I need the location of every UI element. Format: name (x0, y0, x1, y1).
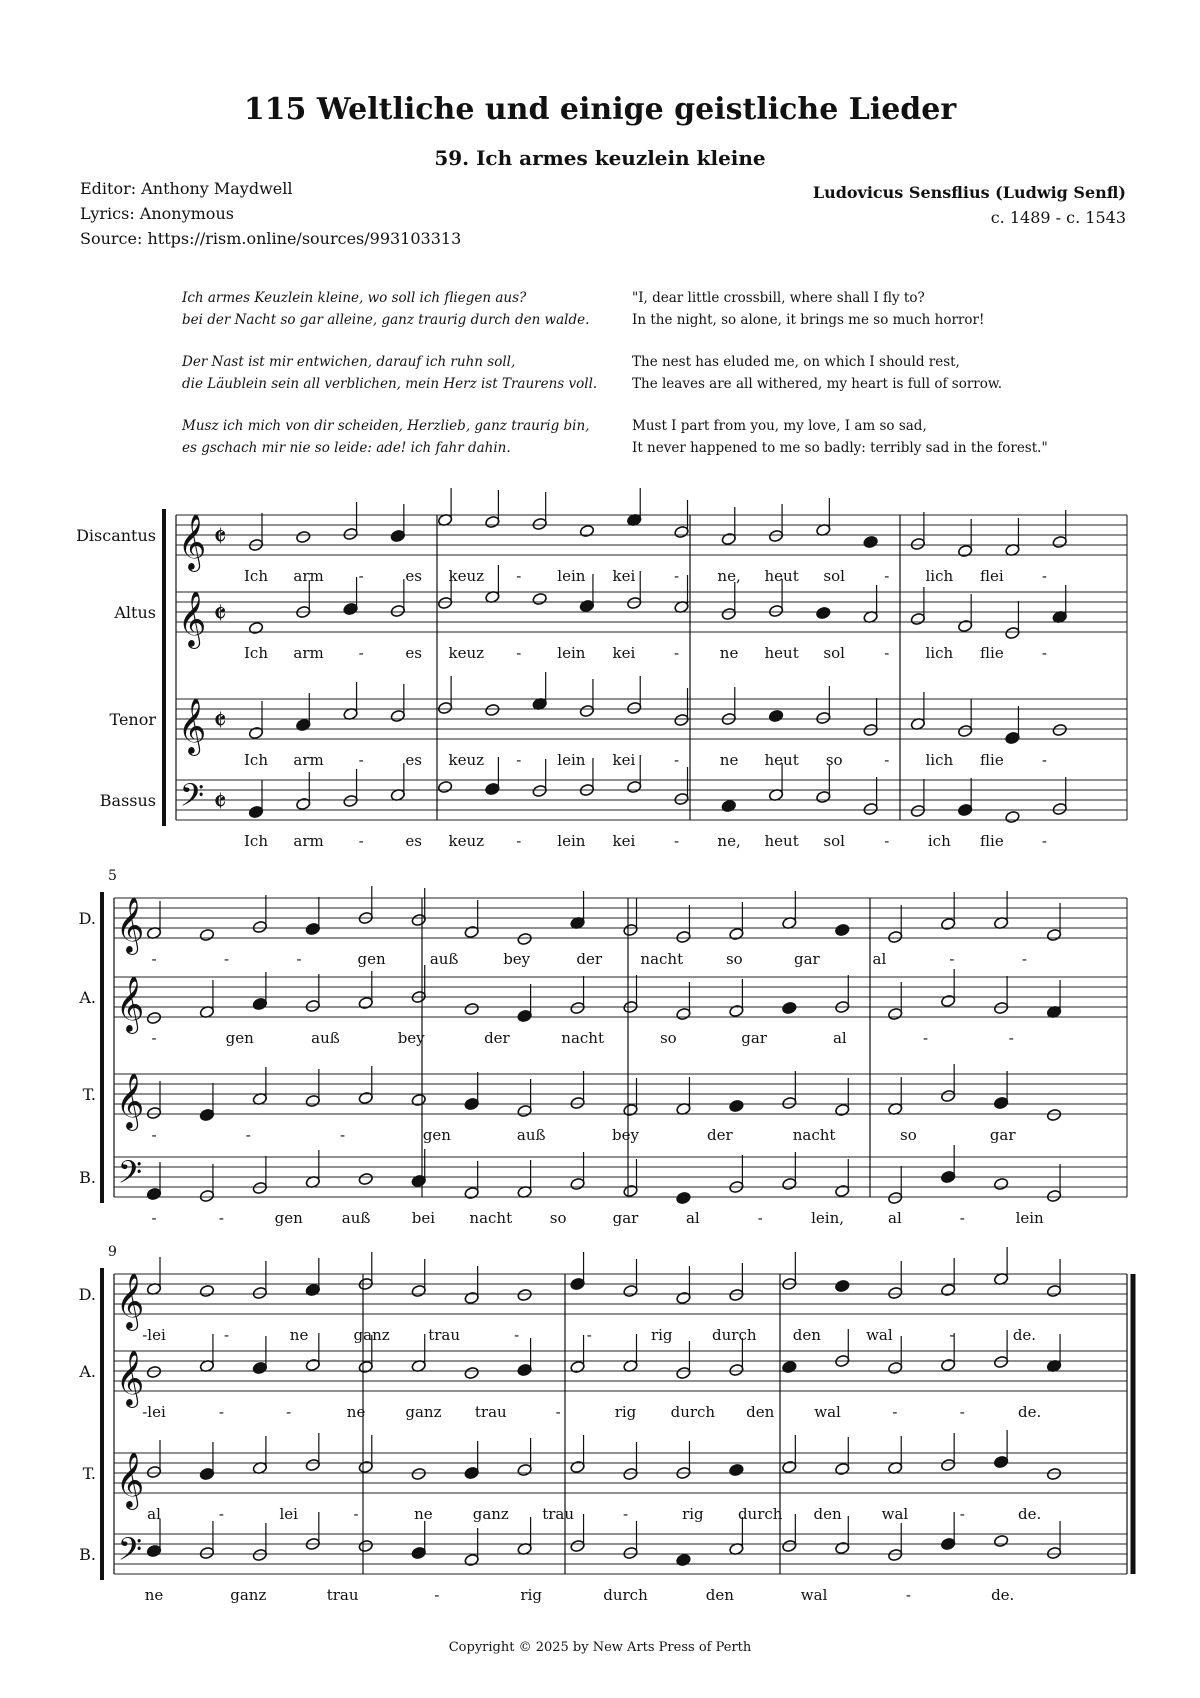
treble-clef-icon: 𝄞 (115, 976, 145, 1032)
lyric-syllable: ne, (717, 567, 741, 585)
lyric-syllable: kei (612, 832, 636, 850)
note-head (676, 1191, 691, 1204)
part-label: Altus (114, 603, 156, 622)
lyric-syllable: wal (800, 1586, 828, 1604)
part-label: D. (78, 1285, 96, 1304)
verse-line: es gschach mir nie so leide: ade! ich fahr dahin. (182, 439, 511, 456)
lyric-syllable: - (959, 1403, 965, 1421)
lyric-syllable: - (892, 1403, 898, 1421)
part-label: B. (79, 1168, 96, 1187)
part-label: Discantus (76, 526, 156, 545)
lyric-syllable: ne (414, 1505, 433, 1523)
note-head (835, 923, 850, 936)
lyric-syllable: - (673, 644, 680, 662)
lyric-syllable: arm (293, 751, 324, 769)
lyric-syllable: - (1021, 950, 1028, 968)
lyric-syllable: - (949, 950, 955, 968)
lyric-syllable: keuz (448, 644, 485, 662)
lyric-syllable: arm (293, 832, 324, 850)
lyric-syllable: - (673, 751, 680, 769)
lyric-syllable: Ich (244, 644, 268, 662)
lyric-syllable: lein (557, 567, 586, 585)
lyric-syllable: ne (346, 1403, 366, 1421)
lyric-syllable: sol (823, 832, 845, 850)
note-head (721, 799, 736, 812)
lyric-syllable: - (1041, 832, 1047, 850)
cut-time-icon: 𝄵 (213, 704, 227, 739)
note-head (863, 535, 878, 548)
note-head (579, 524, 594, 537)
lyric-syllable: so (825, 751, 843, 769)
verse-line: bei der Nacht so gar alleine, ganz traurig durch den walde. (182, 311, 590, 328)
lyric-syllable: gen (357, 950, 386, 968)
lyric-syllable: ganz (353, 1326, 390, 1344)
lyric-syllable: auß (516, 1126, 546, 1144)
part-label: Bassus (99, 791, 156, 810)
lyric-syllable: - (959, 1209, 965, 1227)
lyric-syllable: lein, (811, 1209, 845, 1227)
note-head (199, 1284, 214, 1297)
lyric-syllable: kei (612, 644, 636, 662)
note-head (816, 606, 831, 619)
lyric-syllable: arm (293, 644, 324, 662)
lyric-syllable: ne, (717, 832, 741, 850)
note-head (532, 592, 547, 605)
lyric-syllable: - (884, 644, 890, 662)
lyric-syllable: al (872, 950, 887, 968)
lyric-syllable: nacht (792, 1126, 836, 1144)
lyric-syllable: ganz (472, 1505, 509, 1523)
lyric-syllable: arm (293, 567, 324, 585)
note-head (411, 1093, 426, 1106)
source-link[interactable]: Source: https://rism.online/sources/993103313 (80, 229, 462, 248)
lyric-syllable: - (245, 1126, 251, 1144)
lyric-syllable: - (358, 751, 364, 769)
lyric-syllable: - (673, 832, 680, 850)
treble-clef-icon: 𝄞 (177, 591, 207, 647)
treble-clef-icon: 𝄞 (115, 897, 145, 953)
lyric-syllable: - (555, 1403, 561, 1421)
note-head (358, 1172, 373, 1185)
lyric-syllable: so (549, 1209, 567, 1227)
lyric-syllable: - (884, 751, 890, 769)
lyric-syllable: sol (823, 567, 845, 585)
bass-clef-icon: 𝄢 (117, 1531, 143, 1575)
lyric-syllable: durch (737, 1505, 783, 1523)
lyric-syllable: ganz (405, 1403, 442, 1421)
lyric-syllable: de. (991, 1586, 1015, 1604)
lyric-syllable: den (746, 1403, 775, 1421)
lyric-syllable: - (949, 1326, 955, 1344)
part-label: D. (78, 909, 96, 928)
note-head (782, 1360, 797, 1373)
verse-line: Ich armes Keuzlein kleine, wo soll ich fliegen aus? (182, 290, 527, 306)
song-title: 59. Ich armes keuzlein kleine (434, 146, 766, 170)
note-head (676, 1553, 691, 1566)
lyric-syllable: auß (341, 1209, 371, 1227)
lyric-syllable: durch (603, 1586, 648, 1604)
lyric-syllable: - (923, 1029, 929, 1047)
note-head (993, 1177, 1008, 1190)
lyric-syllable: kei (612, 567, 636, 585)
lyric-syllable: - (218, 1505, 224, 1523)
lyric-syllable: flie (980, 644, 1004, 662)
treble-clef-icon: 𝄞 (115, 1273, 145, 1329)
lyric-syllable: so (900, 1126, 917, 1144)
lyric-syllable: rig (650, 1326, 673, 1344)
lyric-syllable: bey (397, 1029, 425, 1047)
note-head (517, 932, 532, 945)
lyric-syllable: ich (927, 832, 951, 850)
bass-clef-icon: 𝄢 (179, 777, 205, 821)
verse-line: The nest has eluded me, on which I should rest, (632, 354, 960, 370)
lyric-syllable: - (223, 1326, 230, 1344)
lyric-syllable: so (725, 950, 743, 968)
lyric-syllable: - (622, 1505, 629, 1523)
lyric-syllable: gar (741, 1029, 767, 1047)
verse-line: Must I part from you, my love, I am so sad, (632, 418, 927, 434)
lyric-syllable: al (147, 1505, 161, 1523)
lyric-syllable: der (484, 1029, 510, 1047)
lyric-syllable: rig (682, 1505, 704, 1523)
lyric-syllable: trau (474, 1403, 507, 1421)
treble-clef-icon: 𝄞 (115, 1350, 145, 1406)
lyric-syllable: - (1041, 644, 1047, 662)
lyric-syllable: ne (289, 1326, 309, 1344)
part-label: Tenor (109, 710, 156, 729)
lyric-syllable: - (223, 950, 230, 968)
note-head (1046, 1108, 1061, 1121)
lyric-syllable: - (959, 1505, 965, 1523)
lyric-syllable: - (514, 1326, 520, 1344)
note-head (464, 1366, 479, 1379)
note-head (485, 703, 500, 716)
measure-number: 9 (108, 1244, 117, 1260)
note-head (993, 1534, 1008, 1547)
note-head (835, 1279, 850, 1292)
lyric-syllable: de. (1018, 1403, 1042, 1421)
verse-line: The leaves are all withered, my heart is full of sorrow. (632, 375, 1003, 392)
note-head (1052, 723, 1067, 736)
lyric-syllable: - (434, 1586, 440, 1604)
note-head (464, 1002, 479, 1015)
composer-dates: c. 1489 - c. 1543 (990, 208, 1126, 227)
lyric-syllable: keuz (448, 567, 485, 585)
note-head (729, 1099, 744, 1112)
lyric-syllable: gen (422, 1126, 451, 1144)
cut-time-icon: 𝄵 (213, 597, 227, 632)
part-label: A. (79, 1362, 96, 1381)
lyric-syllable: gar (989, 1126, 1016, 1144)
lyric-syllable: lich (925, 644, 954, 662)
lyrics-credit: Lyrics: Anonymous (80, 204, 234, 223)
lyric-syllable: bey (503, 950, 531, 968)
treble-clef-icon: 𝄞 (177, 514, 207, 570)
lyric-syllable: - (151, 1209, 157, 1227)
cut-time-icon: 𝄵 (213, 785, 227, 820)
lyric-syllable: Ich (244, 751, 268, 769)
lyric-syllable: al (832, 1029, 847, 1047)
lyric-syllable: sol (823, 644, 845, 662)
lyric-syllable: -lei (142, 1403, 166, 1421)
lyric-syllable: - (358, 832, 364, 850)
lyric-syllable: rig (614, 1403, 637, 1421)
treble-clef-icon: 𝄞 (177, 698, 207, 754)
lyric-syllable: bei (411, 1209, 436, 1227)
lyric-syllable: rig (520, 1586, 542, 1604)
lyric-syllable: - (884, 832, 890, 850)
lyric-syllable: -lei (142, 1326, 166, 1344)
lyric-syllable: es (405, 751, 422, 769)
lyric-syllable: - (905, 1586, 911, 1604)
lyric-syllable: lich (925, 567, 954, 585)
lyric-syllable: flie (980, 832, 1004, 850)
note-head (358, 1539, 373, 1552)
lyric-syllable: - (1041, 751, 1047, 769)
lyric-syllable: - (151, 1126, 157, 1144)
note-head (248, 621, 263, 634)
lyric-syllable: nacht (561, 1029, 604, 1047)
verse-line: Musz ich mich von dir scheiden, Herzlieb, ganz traurig bin, (182, 418, 590, 434)
lyric-syllable: ne (144, 1586, 164, 1604)
lyric-syllable: gar (793, 950, 820, 968)
lyric-syllable: wal (814, 1403, 841, 1421)
piece-collection-title: 115 Weltliche und einige geistliche Lieder (243, 92, 957, 127)
lyric-syllable: - (1008, 1029, 1014, 1047)
lyric-syllable: es (405, 644, 422, 662)
measure-number: 5 (108, 868, 117, 884)
verse-line: Der Nast ist mir entwichen, darauf ich ruhn soll, (182, 354, 516, 370)
note-head (296, 530, 311, 543)
lyric-syllable: lein (557, 644, 586, 662)
lyric-syllable: der (706, 1126, 733, 1144)
lyric-syllable: den (705, 1586, 734, 1604)
part-label: T. (82, 1085, 96, 1104)
lyric-syllable: es (405, 832, 422, 850)
lyric-syllable: - (586, 1326, 592, 1344)
lyric-syllable: lich (925, 751, 954, 769)
treble-clef-icon: 𝄞 (115, 1073, 145, 1129)
lyric-syllable: ne (719, 751, 739, 769)
cut-time-icon: 𝄵 (213, 520, 227, 555)
lyric-syllable: Ich (244, 567, 268, 585)
lyric-syllable: bey (612, 1126, 639, 1144)
lyric-syllable: so (659, 1029, 677, 1047)
lyric-syllable: - (516, 567, 522, 585)
lyric-syllable: flie (980, 751, 1004, 769)
lyric-syllable: gar (612, 1209, 639, 1227)
lyric-syllable: - (516, 832, 522, 850)
lyric-syllable: al (685, 1209, 700, 1227)
lyric-syllable: keuz (448, 832, 485, 850)
note-head (146, 1365, 161, 1378)
note-head (1046, 1467, 1061, 1480)
lyric-syllable: - (286, 1403, 292, 1421)
lyric-syllable: - (151, 950, 157, 968)
lyric-syllable: keuz (448, 751, 485, 769)
lyric-syllable: wal (881, 1505, 909, 1523)
verse-line: In the night, so alone, it brings me so much horror! (632, 311, 985, 328)
lyric-syllable: durch (670, 1403, 716, 1421)
lyric-syllable: - (340, 1126, 346, 1144)
treble-clef-icon: 𝄞 (115, 1452, 145, 1508)
note-head (768, 709, 783, 722)
lyric-syllable: den (813, 1505, 842, 1523)
lyric-syllable: lei (279, 1505, 298, 1523)
note-head (1005, 810, 1020, 823)
note-head (199, 928, 214, 941)
verse-line: "I, dear little crossbill, where shall I fly to? (632, 290, 925, 306)
lyric-syllable: - (757, 1209, 763, 1227)
lyric-syllable: - (296, 950, 302, 968)
note-head (729, 1463, 744, 1476)
lyric-syllable: - (358, 567, 364, 585)
lyric-syllable: - (218, 1209, 224, 1227)
lyric-syllable: trau (326, 1586, 359, 1604)
lyric-syllable: - (1041, 567, 1047, 585)
lyric-syllable: trau (542, 1505, 575, 1523)
copyright-notice: Copyright © 2025 by New Arts Press of Perth (448, 1640, 752, 1655)
composer-name: Ludovicus Sensflius (Ludwig Senfl) (812, 183, 1126, 202)
lyric-syllable: auß (429, 950, 459, 968)
lyric-syllable: de. (1018, 1505, 1042, 1523)
lyric-syllable: heut (764, 644, 799, 662)
lyric-syllable: gen (225, 1029, 254, 1047)
lyric-syllable: - (151, 1029, 157, 1047)
part-label: T. (82, 1464, 96, 1483)
lyric-syllable: heut (764, 751, 799, 769)
lyric-syllable: flei (980, 567, 1004, 585)
editor-credit: Editor: Anthony Maydwell (80, 179, 293, 198)
part-label: A. (79, 988, 96, 1007)
lyric-syllable: wal (866, 1326, 893, 1344)
lyric-syllable: Ich (244, 832, 268, 850)
lyric-syllable: - (673, 567, 680, 585)
verse-line: die Läublein sein all verblichen, mein Herz ist Traurens voll. (182, 375, 598, 392)
lyric-syllable: heut (764, 832, 799, 850)
lyric-syllable: - (358, 644, 364, 662)
lyric-syllable: es (405, 567, 422, 585)
bass-clef-icon: 𝄢 (117, 1154, 143, 1198)
lyric-syllable: al (888, 1209, 902, 1227)
lyric-syllable: lein (557, 751, 586, 769)
lyric-syllable: - (353, 1505, 359, 1523)
lyric-syllable: gen (274, 1209, 303, 1227)
lyric-syllable: durch (712, 1326, 757, 1344)
lyric-syllable: - (218, 1403, 224, 1421)
lyric-syllable: - (516, 751, 522, 769)
lyric-syllable: ne (719, 644, 739, 662)
lyric-syllable: auß (311, 1029, 340, 1047)
note-head (437, 780, 452, 793)
lyric-syllable: kei (612, 751, 636, 769)
lyric-syllable: ganz (230, 1586, 267, 1604)
lyric-syllable: lein (1015, 1209, 1044, 1227)
note-head (517, 1288, 532, 1301)
lyric-syllable: - (884, 567, 890, 585)
part-label: B. (79, 1545, 96, 1564)
lyric-syllable: nacht (469, 1209, 513, 1227)
lyric-syllable: - (516, 644, 522, 662)
verse-line: It never happened to me so badly: terribly sad in the forest." (632, 439, 1048, 456)
lyric-syllable: trau (428, 1326, 461, 1344)
lyric-syllable: nacht (640, 950, 684, 968)
note-head (782, 1001, 797, 1014)
lyric-syllable: der (576, 950, 603, 968)
lyric-syllable: de. (1012, 1326, 1037, 1344)
lyric-syllable: den (792, 1326, 821, 1344)
lyric-syllable: heut (764, 567, 799, 585)
note-head (146, 1011, 161, 1024)
note-head (411, 1467, 426, 1480)
lyric-syllable: lein (557, 832, 586, 850)
